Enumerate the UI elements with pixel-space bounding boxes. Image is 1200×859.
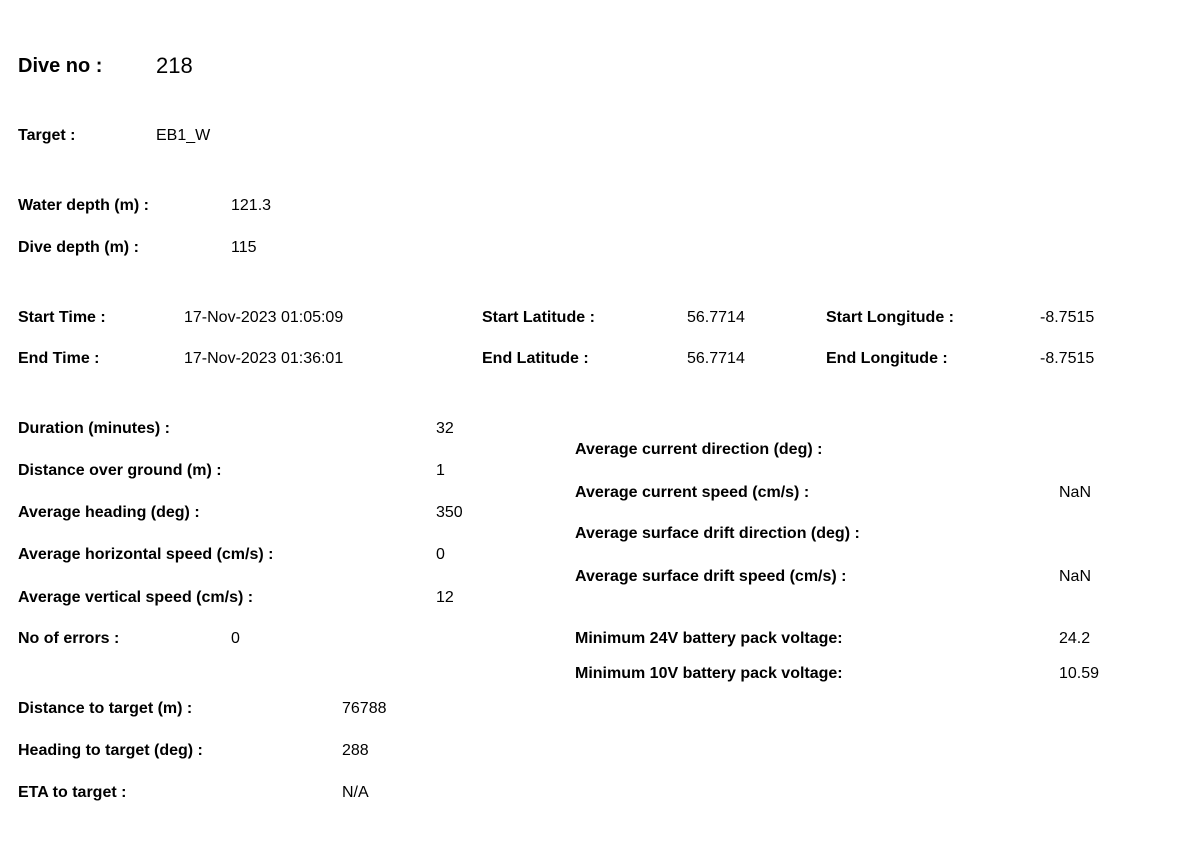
dive-no-label: Dive no : — [18, 55, 103, 77]
min-24v-battery-label: Minimum 24V battery pack voltage: — [575, 630, 843, 647]
target-label: Target : — [18, 127, 76, 144]
eta-to-target-value: N/A — [342, 784, 369, 801]
target-value: EB1_W — [156, 127, 211, 144]
end-time-label: End Time : — [18, 350, 100, 367]
start-longitude-label: Start Longitude : — [826, 309, 954, 326]
min-10v-battery-label: Minimum 10V battery pack voltage: — [575, 665, 843, 682]
heading-to-target-label: Heading to target (deg) : — [18, 742, 203, 759]
average-horizontal-speed-value: 0 — [436, 546, 445, 563]
min-24v-battery-value: 24.2 — [1059, 630, 1091, 647]
average-surface-drift-speed-value: NaN — [1059, 568, 1092, 585]
start-latitude-value: 56.7714 — [687, 309, 745, 326]
average-heading-label: Average heading (deg) : — [18, 504, 200, 521]
errors-label: No of errors : — [18, 630, 120, 647]
average-heading-value: 350 — [436, 504, 463, 521]
average-surface-drift-speed-label: Average surface drift speed (cm/s) : — [575, 568, 847, 585]
average-current-direction-label: Average current direction (deg) : — [575, 441, 823, 458]
average-vertical-speed-value: 12 — [436, 589, 454, 606]
average-current-speed-label: Average current speed (cm/s) : — [575, 484, 810, 501]
end-latitude-label: End Latitude : — [482, 350, 589, 367]
min-10v-battery-value: 10.59 — [1059, 665, 1100, 682]
start-time-label: Start Time : — [18, 309, 106, 326]
average-vertical-speed-label: Average vertical speed (cm/s) : — [18, 589, 254, 606]
average-current-speed-value: NaN — [1059, 484, 1092, 501]
start-time-value: 17-Nov-2023 01:05:09 — [184, 309, 344, 326]
end-time-value: 17-Nov-2023 01:36:01 — [184, 350, 344, 367]
water-depth-label: Water depth (m) : — [18, 197, 149, 214]
heading-to-target-value: 288 — [342, 742, 369, 759]
start-latitude-label: Start Latitude : — [482, 309, 595, 326]
dive-depth-label: Dive depth (m) : — [18, 239, 139, 256]
duration-value: 32 — [436, 420, 454, 437]
distance-over-ground-label: Distance over ground (m) : — [18, 462, 222, 479]
dive-no-value: 218 — [156, 53, 193, 78]
average-horizontal-speed-label: Average horizontal speed (cm/s) : — [18, 546, 274, 563]
water-depth-value: 121.3 — [231, 197, 272, 214]
dive-depth-value: 115 — [231, 239, 257, 256]
start-longitude-value: -8.7515 — [1040, 309, 1095, 326]
duration-label: Duration (minutes) : — [18, 420, 170, 437]
end-longitude-label: End Longitude : — [826, 350, 948, 367]
errors-value: 0 — [231, 630, 240, 647]
distance-to-target-value: 76788 — [342, 700, 387, 717]
distance-over-ground-value: 1 — [436, 462, 445, 479]
end-longitude-value: -8.7515 — [1040, 350, 1095, 367]
end-latitude-value: 56.7714 — [687, 350, 745, 367]
average-surface-drift-direction-label: Average surface drift direction (deg) : — [575, 525, 860, 542]
eta-to-target-label: ETA to target : — [18, 784, 127, 801]
distance-to-target-label: Distance to target (m) : — [18, 700, 193, 717]
